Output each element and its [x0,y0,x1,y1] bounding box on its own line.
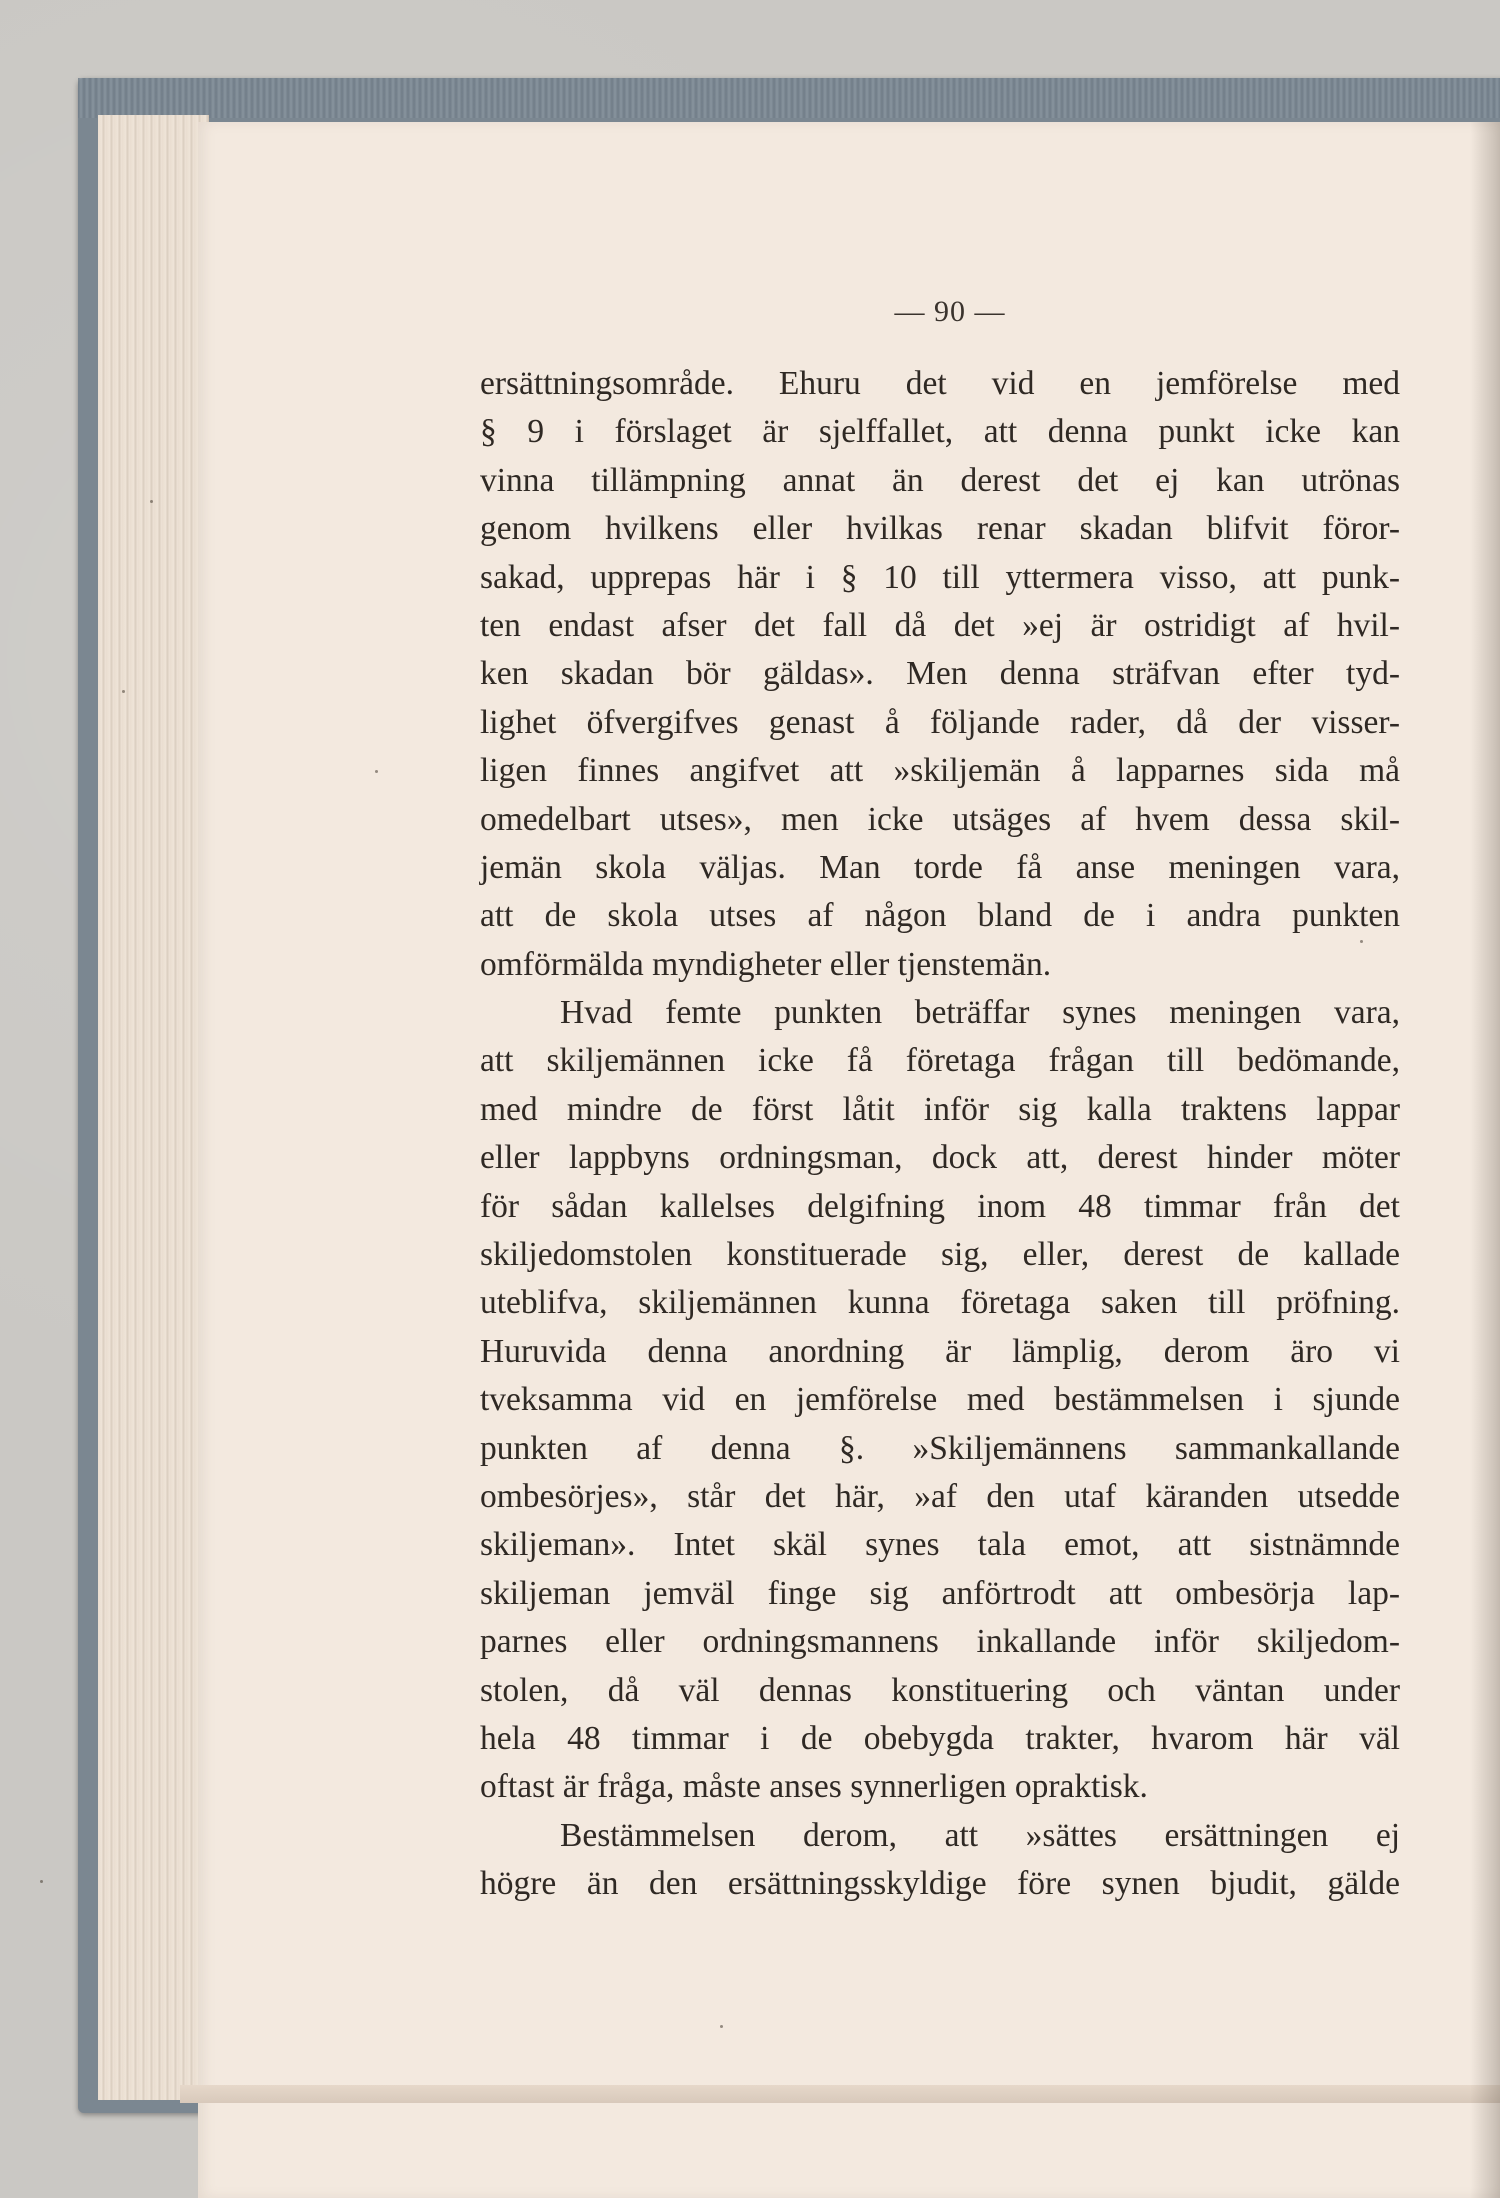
text-line: punkten af denna §. »Skiljemännens sammankallande [480,1429,1400,1467]
text-line: att de skola utses af någon bland de i andra punkten [480,897,1400,935]
page-edges [98,115,209,2100]
text-line: att skiljemännen icke få företaga frågan till bedömande, [480,1042,1400,1080]
text-line: jemän skola väljas. Man torde få anse meningen vara, [480,848,1400,886]
text-line: ten endast afser det fall då det »ej är ostridigt af hvil- [480,606,1400,644]
text-line: lighet öfvergifves genast å följande rader, då der visser- [480,703,1400,741]
text-line: stolen, då väl dennas konstituering och väntan under [480,1671,1400,1709]
text-line: genom hvilkens eller hvilkas renar skadan blifvit föror- [480,510,1400,548]
text-line: skiljeman jemväl finge sig anförtrodt att ombesörja lap- [480,1574,1400,1612]
text-line: oftast är fråga, måste anses synnerligen opraktisk. [480,1768,1148,1806]
body-text [480,360,1400,1909]
text-line: vinna tillämpning annat än derest det ej kan utrönas [480,461,1400,499]
text-line: parnes eller ordningsmannens inkallande inför skiljedom- [480,1623,1400,1661]
cover-edge [78,78,1500,118]
text-line: uteblifva, skiljemännen kunna företaga saken till pröfning. [480,1284,1400,1322]
text-line: med mindre de först låtit inför sig kalla traktens lappar [480,1090,1400,1128]
text-line: ligen finnes angifvet att »skiljemän å lapparnes sida må [480,752,1400,790]
page-number: — 90 — [894,295,1006,328]
text-line: sakad, upprepas här i § 10 till yttermera visso, att punk- [480,558,1400,596]
text-line: omförmälda myndigheter eller tjenstemän. [480,945,1052,983]
text-line: ersättningsområde. Ehuru det vid en jemförelse med [480,365,1400,402]
text-line: tveksamma vid en jemförelse med bestämmelsen i sjunde [480,1381,1400,1419]
text-line: omedelbart utses», men icke utsäges af hvem dessa skil- [480,800,1400,838]
text-line: för sådan kallelses delgifning inom 48 timmar från det [480,1187,1400,1225]
text-line: hela 48 timmar i de obebygda trakter, hvarom här väl [480,1719,1400,1757]
text-line: § 9 i förslaget är sjelffallet, att denna punkt icke kan [480,413,1400,451]
text-line: skiljeman». Intet skäl synes tala emot, att sistnämnde [480,1526,1400,1564]
text-line: högre än den ersättningsskyldige före synen bjudit, gälde [480,1865,1400,1903]
page-right-shadow [1470,122,1500,2198]
text-line: ken skadan bör gäldas». Men denna sträfvan efter tyd- [480,655,1400,693]
page-bottom-edge [180,2085,1500,2103]
text-line: ombesörjes», står det här, »af den utaf käranden utsedde [480,1477,1400,1515]
text-line: Huruvida denna anordning är lämplig, derom äro vi [480,1332,1400,1370]
text-line: Hvad femte punkten beträffar synes meningen vara, [560,994,1400,1032]
text-line: eller lappbyns ordningsman, dock att, derest hinder möter [480,1139,1400,1177]
text-line: skiljedomstolen konstituerade sig, eller, derest de kallade [480,1236,1400,1274]
text-line: Bestämmelsen derom, att »sättes ersättningen ej [560,1816,1400,1854]
